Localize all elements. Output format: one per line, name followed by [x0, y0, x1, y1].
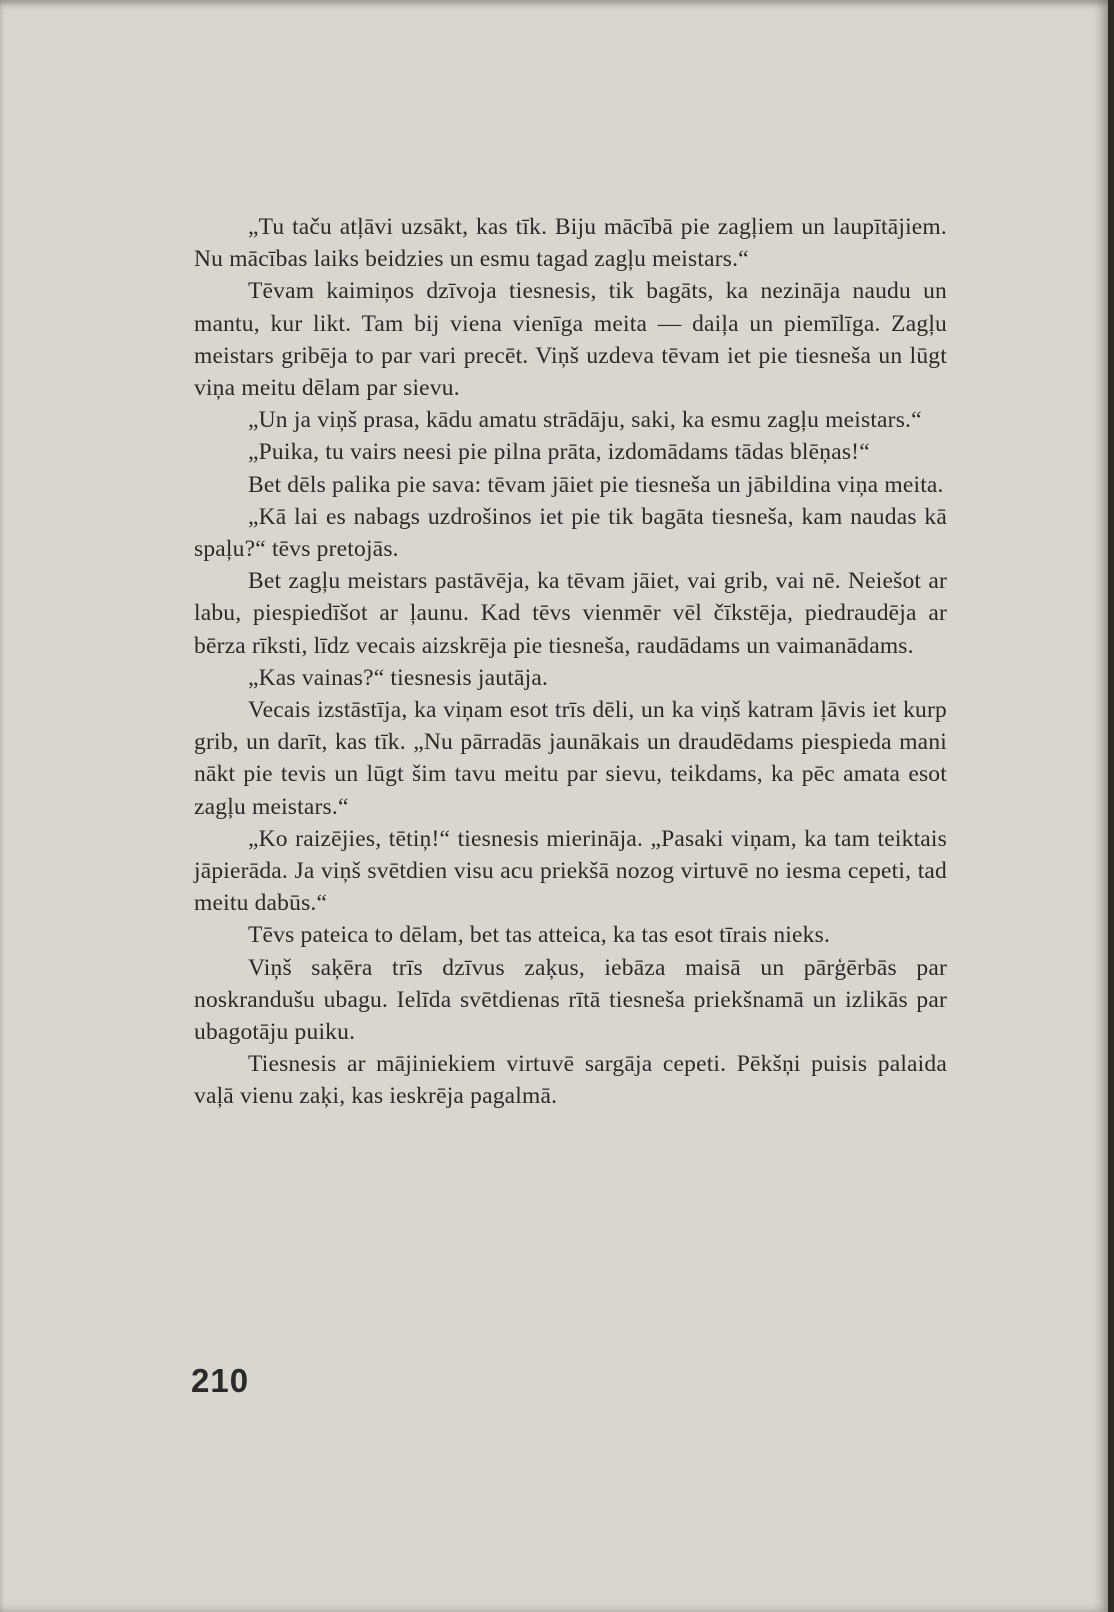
- paragraph: „Puika, tu vairs neesi pie pilna prāta, izdomādams tādas blēņas!“: [248, 439, 870, 466]
- paragraph: Viņš saķēra trīs dzīvus zaķus, iebāza maisā un pārģērbās par noskrandušu ubagu. Ielīda svētdienas rītā tiesneša priekšnamā un izlikās par ubagotāju puiku.: [194, 954, 947, 1046]
- paragraph: Tēvam kaimiņos dzīvoja tiesnesis, tik bagāts, ka nezināja naudu un mantu, kur likt. Tam bij viena vienīga meita — daiļa un piemīlīga. Zagļu meistars gribēja to par vari precēt. Viņš uzdeva tēvam iet pie tiesneša un lūgt viņa meitu dēlam par sievu.: [194, 278, 947, 402]
- paragraph: „Kā lai es nabags uzdrošinos iet pie tik bagāta tiesneša, kam naudas kā spaļu?“ tēvs pretojās.: [194, 503, 947, 563]
- paragraph: „Un ja viņš prasa, kādu amatu strādāju, saki, ka esmu zagļu meistars.“: [248, 407, 922, 434]
- paragraph: Vecais izstāstīja, ka viņam esot trīs dēli, un ka viņš katram ļāvis iet kurp grib, un darīt, kas tīk. „Nu pārradās jaunākais un draudēdams piespieda mani nākt pie tevis un lūgt šim tavu meitu par sievu, teikdams, ka pēc amata esot zagļu meistars.“: [194, 697, 947, 820]
- page-edge-shadow: [1108, 0, 1114, 1612]
- page-number: 210: [191, 1362, 250, 1399]
- paragraph: Tēvs pateica to dēlam, bet tas atteica, ka tas esot tīrais nieks.: [248, 922, 831, 949]
- page-text: [194, 211, 947, 1113]
- paragraph: „Kas vainas?“ tiesnesis jautāja.: [248, 664, 549, 691]
- paragraph: Tiesnesis ar mājiniekiem virtuvē sargāja cepeti. Pēkšņi puisis palaida vaļā vienu zaķi, kas ieskrēja pagalmā.: [194, 1051, 947, 1110]
- paragraph: „Tu taču atļāvi uzsākt, kas tīk. Biju mācībā pie zagļiem un laupītājiem. Nu mācības laiks beidzies un esmu tagad zagļu meistars.“: [194, 214, 947, 273]
- paragraph: „Ko raizējies, tētiņ!“ tiesnesis mierināja. „Pasaki viņam, ka tam teiktais jāpierāda. Ja viņš svētdien visu acu priekšā nozog virtuvē no iesma cepeti, tad meitu dabūs.“: [194, 825, 947, 917]
- paragraph: Bet zagļu meistars pastāvēja, ka tēvam jāiet, vai grib, vai nē. Neiešot ar labu, piespiedīšot ar ļaunu. Kad tēvs vienmēr vēl čīkstēja, piedraudēja ar bērza rīksti, līdz vecais aizskrēja pie tiesneša, raudādams un vaimanādams.: [194, 568, 947, 659]
- paragraph: Bet dēls palika pie sava: tēvam jāiet pie tiesneša un jābildina viņa meita.: [248, 471, 944, 498]
